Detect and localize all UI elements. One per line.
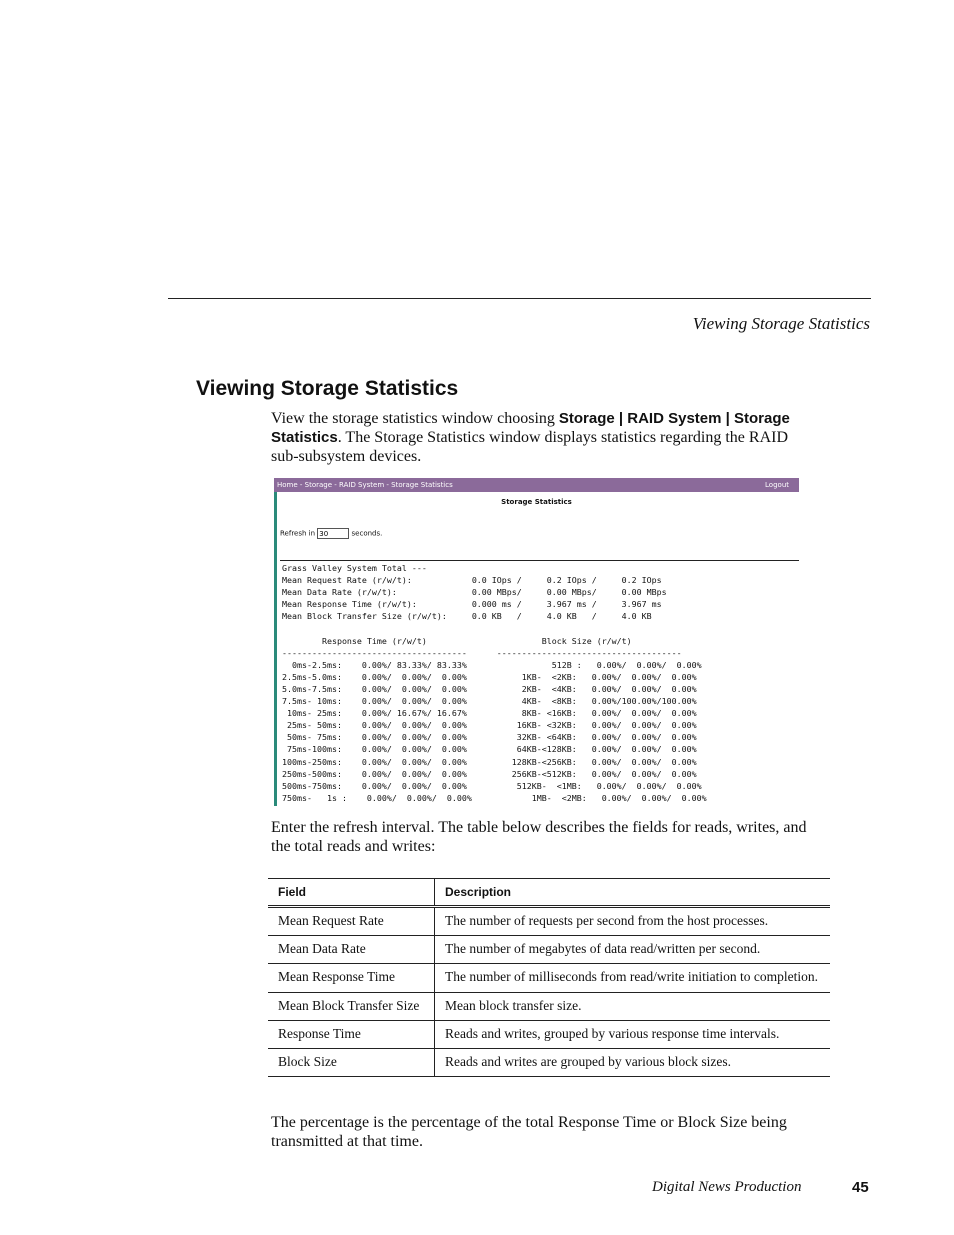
footer-title: Digital News Production <box>652 1179 802 1195</box>
menu-path: Storage | RAID System | Storage Statistics <box>271 410 790 446</box>
field-cell: Response Time <box>268 1021 435 1049</box>
refresh-unit: seconds. <box>351 529 383 538</box>
after-figure-paragraph: Enter the refresh interval. The table below describes the fields for reads, writes, and the total reads and writes: <box>271 819 807 855</box>
running-header: Viewing Storage Statistics <box>692 314 870 333</box>
fields-table <box>268 878 830 1077</box>
intro-text-after: . The Storage Statistics window displays statistics regarding the RAID sub-subsystem devices. <box>271 429 789 465</box>
description-cell: Reads and writes, grouped by various response time intervals. <box>435 1021 831 1049</box>
intro-text-before: View the storage statistics window choosing <box>271 410 559 427</box>
refresh-control <box>280 528 382 539</box>
logout-link[interactable]: Logout <box>765 481 789 489</box>
description-cell: The number of milliseconds from read/write initiation to completion. <box>435 964 831 993</box>
table-row <box>268 936 830 964</box>
description-cell: The number of requests per second from the host processes. <box>435 907 831 936</box>
closing-paragraph: The percentage is the percentage of the total Response Time or Block Size being transmitted at that time. <box>271 1114 787 1150</box>
table-row <box>268 1049 830 1077</box>
table-row <box>268 907 830 936</box>
field-cell: Mean Request Rate <box>268 907 435 936</box>
intro-paragraph <box>271 409 819 466</box>
table-row <box>268 964 830 993</box>
stats-separator <box>280 560 799 561</box>
field-cell: Block Size <box>268 1049 435 1077</box>
field-cell: Mean Response Time <box>268 964 435 993</box>
table-header-row <box>268 879 830 907</box>
storage-statistics-screenshot <box>274 478 799 806</box>
section-heading: Viewing Storage Statistics <box>196 377 459 400</box>
column-header-description: Description <box>435 879 831 907</box>
field-cell: Mean Data Rate <box>268 936 435 964</box>
breadcrumb[interactable]: Home - Storage - RAID System - Storage Statistics <box>277 481 453 489</box>
field-cell: Mean Block Transfer Size <box>268 993 435 1021</box>
refresh-label: Refresh in <box>280 529 316 538</box>
nav-bar <box>274 478 799 492</box>
description-cell: Reads and writes are grouped by various block sizes. <box>435 1049 831 1077</box>
refresh-interval-input[interactable] <box>317 528 349 539</box>
description-cell: The number of megabytes of data read/written per second. <box>435 936 831 964</box>
header-rule <box>168 298 871 299</box>
description-cell: Mean block transfer size. <box>435 993 831 1021</box>
statistics-output: Grass Valley System Total --- Mean Request Rate (r/w/t): 0.0 IOps / 0.2 IOps / 0.2 IOps Mean Data Rate (r/w/t): 0.00 MBps/ 0.00 MBps/ 0.00 MBps Mean Response Time (r/w/t): 0.000 ms / 3.967 ms / 3.967 ms Mean Block Transfer Size (r/w/t): 0.0 KB / 4.0 KB / 4.0 KB Response Time (r/w/t) Block Size (r/w/t) ------------------------------------- ------------------------------------- 0ms-2.5ms: 0.00%/ 83.33%/ 83.33% 512B : 0.00%/ 0.00%/ 0.00% 2.5ms-5.0ms: 0.00%/ 0.00%/ 0.00% 1KB- <2KB: 0.00%/ 0.00%/ 0.00% 5.0ms-7.5ms: 0.00%/ 0.00%/ 0.00% 2KB- <4KB: 0.00%/ 0.00%/ 0.00% 7.5ms- 10ms: 0.00%/ 0.00%/ 0.00% 4KB- <8KB: 0.00%/100.00%/100.00% 10ms- 25ms: 0.00%/ 16.67%/ 16.67% 8KB- <16KB: 0.00%/ 0.00%/ 0.00% 25ms- 50ms: 0.00%/ 0.00%/ 0.00% 16KB- <32KB: 0.00%/ 0.00%/ 0.00% 50ms- 75ms: 0.00%/ 0.00%/ 0.00% 32KB- <64KB: 0.00%/ 0.00%/ 0.00% 75ms-100ms: 0.00%/ 0.00%/ 0.00% 64KB-<128KB: 0.00%/ 0.00%/ 0.00% 100ms-250ms: 0.00%/ 0.00%/ 0.00% 128KB-<256KB: 0.00%/ 0.00%/ 0.00% 250ms-500ms: 0.00%/ 0.00%/ 0.00% 256KB-<512KB: 0.00%/ 0.00%/ 0.00% 500ms-750ms: 0.00%/ 0.00%/ 0.00% 512KB- <1MB: 0.00%/ 0.00%/ 0.00% 750ms- 1s : 0.00%/ 0.00%/ 0.00% 1MB- <2MB: 0.00%/ 0.00%/ 0.00% <box>282 563 707 803</box>
column-header-field: Field <box>268 879 435 907</box>
table-row <box>268 993 830 1021</box>
page-number: 45 <box>852 1179 869 1196</box>
window-title: Storage Statistics <box>501 498 572 506</box>
window-left-border <box>274 478 277 806</box>
table-row <box>268 1021 830 1049</box>
